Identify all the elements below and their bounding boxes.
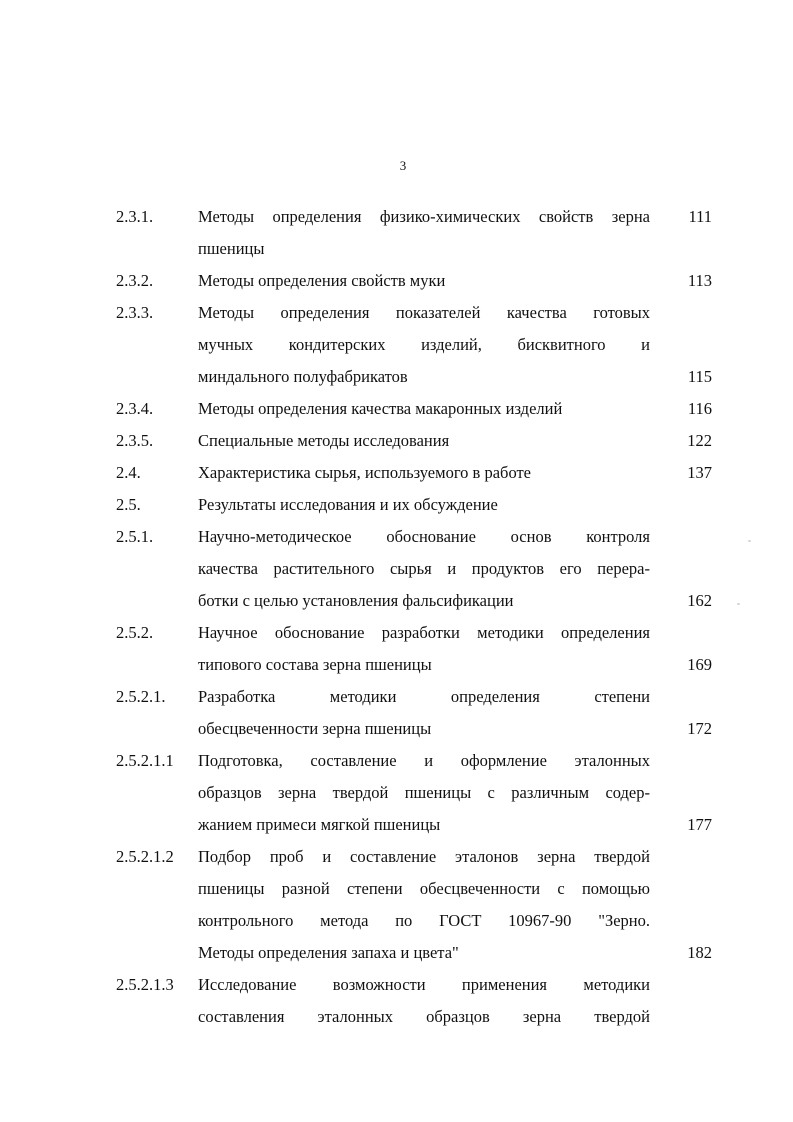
- toc-entry-title: Методы определения показателей качества готовых: [198, 303, 650, 322]
- toc-entry-page: 137: [687, 463, 712, 482]
- toc-entry: [0, 269, 793, 293]
- toc-entry-continuation: [0, 653, 793, 677]
- toc-entry-title: Результаты исследования и их обсуждение: [198, 495, 498, 514]
- toc-entry-page: 115: [687, 367, 712, 386]
- toc-entry-number: 2.3.3.: [116, 303, 154, 322]
- toc-entry-page: 169: [687, 655, 712, 674]
- toc-entry-number: 2.5.1.: [116, 527, 154, 546]
- toc-entry-title: Характеристика сырья, используемого в работе: [198, 463, 532, 482]
- toc-entry-continuation: [0, 589, 793, 613]
- toc-entry-number: 2.5.2.1.: [116, 687, 166, 706]
- toc-entry-title: Методы определения физико-химических свойств зерна: [198, 207, 650, 226]
- toc-entry-number: 2.3.2.: [116, 271, 154, 290]
- toc-entry-continuation: [0, 717, 793, 741]
- toc-entry-continuation: [0, 941, 793, 965]
- toc-entry-continuation: [0, 781, 793, 805]
- toc-entry-title: Разработка методики определения степени: [198, 687, 650, 706]
- toc-entry: [0, 525, 793, 549]
- toc-entry-number: 2.5.2.1.1: [116, 751, 174, 770]
- scan-speck: [748, 540, 751, 542]
- toc-entry-page: 113: [687, 271, 712, 290]
- toc-entry: [0, 685, 793, 709]
- toc-entry-number: 2.5.: [116, 495, 141, 514]
- toc-entry-title: образцов зерна твердой пшеницы с различным содер-: [198, 783, 650, 802]
- toc-entry-title: Методы определения свойств муки: [198, 271, 446, 290]
- toc-entry-title: Методы определения запаха и цвета": [198, 943, 459, 962]
- toc-entry: [0, 493, 793, 517]
- toc-entry: [0, 205, 793, 229]
- page-number: 3: [399, 158, 407, 173]
- toc-entry-page: 111: [688, 207, 712, 226]
- toc-entry-title: Научно-методическое обоснование основ контроля: [198, 527, 650, 546]
- toc-entry-continuation: [0, 813, 793, 837]
- toc-entry: [0, 749, 793, 773]
- toc-entry-title: миндального полуфабрикатов: [198, 367, 408, 386]
- toc-entry: [0, 973, 793, 997]
- toc-entry-continuation: [0, 333, 793, 357]
- toc-entry-title: Методы определения качества макаронных изделий: [198, 399, 563, 418]
- toc-entry-continuation: [0, 909, 793, 933]
- toc-entry: [0, 397, 793, 421]
- toc-entry-number: 2.5.2.1.2: [116, 847, 174, 866]
- toc-entry-title: качества растительного сырья и продуктов его перера-: [198, 559, 650, 578]
- toc-entry-title: пшеницы: [198, 239, 265, 258]
- toc-entry-title: контрольного метода по ГОСТ 10967-90 "Зерно.: [198, 911, 650, 930]
- toc-entry-continuation: [0, 1005, 793, 1029]
- toc-entry-page: 172: [687, 719, 712, 738]
- toc-entry-continuation: [0, 557, 793, 581]
- toc-entry-title: пшеницы разной степени обесцвеченности с помощью: [198, 879, 650, 898]
- toc-entry-number: 2.5.2.: [116, 623, 154, 642]
- toc-entry-title: Специальные методы исследования: [198, 431, 450, 450]
- toc-entry-continuation: [0, 237, 793, 261]
- toc-entry: [0, 429, 793, 453]
- toc-entry: [0, 461, 793, 485]
- toc-entry-title: Подбор проб и составление эталонов зерна твердой: [198, 847, 650, 866]
- toc-entry: [0, 301, 793, 325]
- toc-entry-number: 2.4.: [116, 463, 141, 482]
- scan-speck: [737, 603, 740, 605]
- toc-entry-title: ботки с целью установления фальсификации: [198, 591, 514, 610]
- toc-entry-number: 2.3.1.: [116, 207, 154, 226]
- toc-entry-page: 182: [687, 943, 712, 962]
- toc-entry-continuation: [0, 365, 793, 389]
- toc-entry-number: 2.3.4.: [116, 399, 154, 418]
- toc-entry-page: 162: [687, 591, 712, 610]
- toc-entry-title: жанием примеси мягкой пшеницы: [198, 815, 441, 834]
- toc-entry-title: типового состава зерна пшеницы: [198, 655, 432, 674]
- toc-entry: [0, 845, 793, 869]
- toc-entry-title: Исследование возможности применения методики: [198, 975, 650, 994]
- toc-entry-page: 116: [687, 399, 712, 418]
- toc-entry-continuation: [0, 877, 793, 901]
- toc-entry-page: 177: [687, 815, 712, 834]
- toc-entry-title: Подготовка, составление и оформление эталонных: [198, 751, 650, 770]
- toc-entry-page: 122: [687, 431, 712, 450]
- toc-entry-number: 2.3.5.: [116, 431, 154, 450]
- toc-entry-title: составления эталонных образцов зерна твердой: [198, 1007, 650, 1026]
- toc-entry-title: мучных кондитерских изделий, бисквитного и: [198, 335, 650, 354]
- toc-entry-number: 2.5.2.1.3: [116, 975, 174, 994]
- toc-entry-title: обесцвеченности зерна пшеницы: [198, 719, 432, 738]
- toc-entry: [0, 621, 793, 645]
- toc-entry-title: Научное обоснование разработки методики определения: [198, 623, 650, 642]
